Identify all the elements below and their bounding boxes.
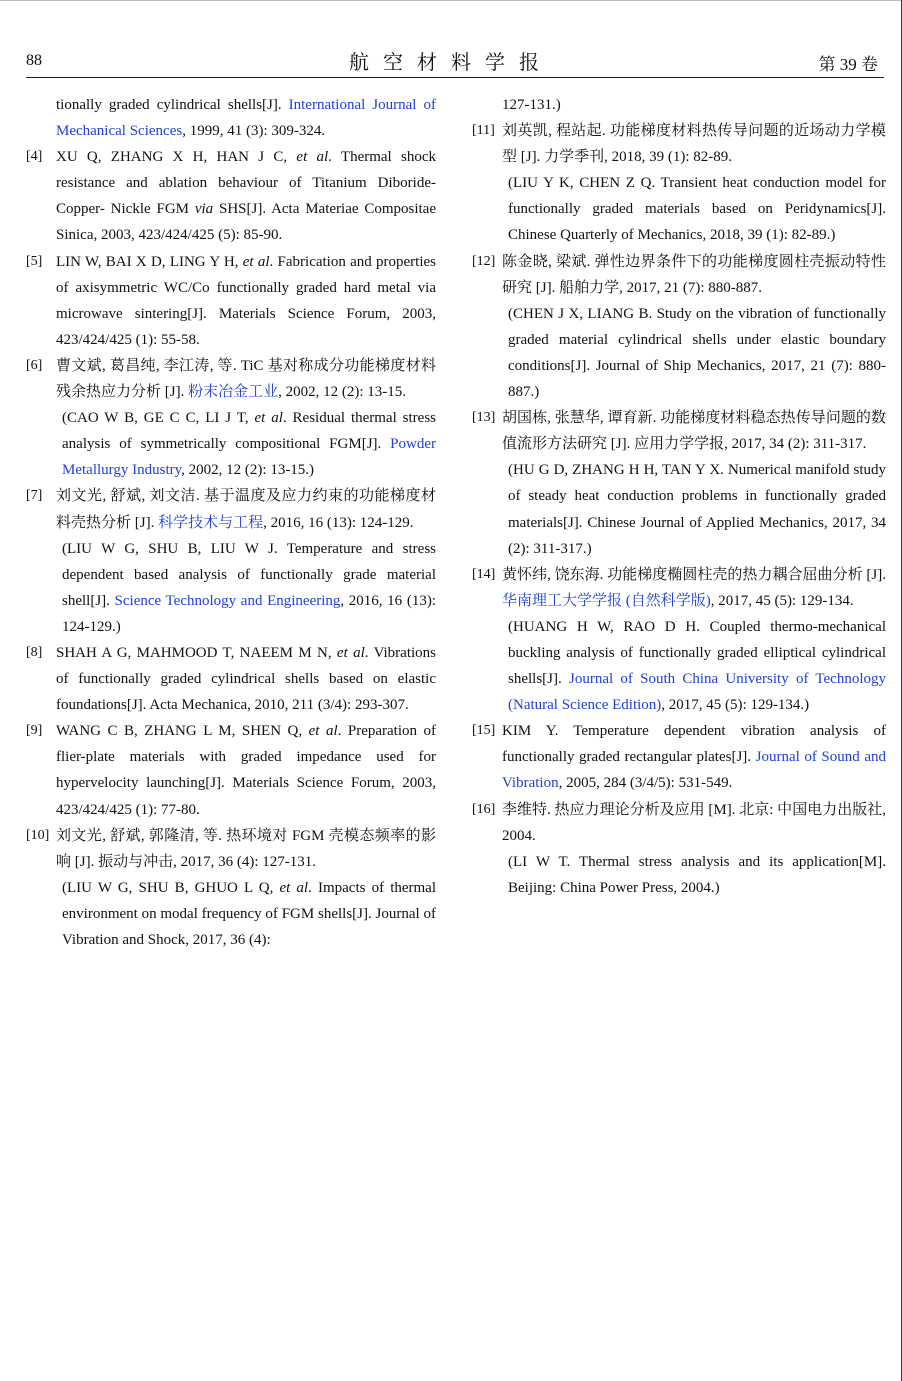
- reference-number: [15]: [472, 723, 496, 739]
- reference-4: [4] XU Q, ZHANG X H, HAN J C, et al. Thermal shock resistance and ablation behaviour of Titanium Diboride-Copper- Nickle FGM via SHS[J]. Acta Materiae Compositae Sinica, 2003, 423/424/425 (5): 85-90.: [26, 144, 436, 248]
- reference-15: [15] KIM Y. Temperature dependent vibration analysis of functionally graded rectangular plates[J]. Journal of Sound and Vibration, 2005, 284 (3/4/5): 531-549.: [472, 718, 886, 796]
- references-right-column: [472, 92, 886, 901]
- journal-link[interactable]: 华南理工大学学报 (自然科学版): [502, 592, 711, 609]
- reference-5: [5] LIN W, BAI X D, LING Y H, et al. Fabrication and properties of axisymmetric WC/Co functionally graded hard metal via microwave sintering[J]. Materials Science Forum, 2003, 423/424/425 (1): 55-58.: [26, 249, 436, 353]
- reference-continued: 127-131.): [502, 97, 561, 113]
- running-header: [0, 44, 902, 78]
- english-translation: (CHEN J X, LIANG B. Study on the vibration of functionally graded material cylindrical shells under elastic boundary conditions[J]. Journal of Ship Mechanics, 2017, 21 (7): 880-887.): [508, 305, 886, 401]
- page-top-line: [0, 0, 902, 1]
- english-translation: (LIU W G, SHU B, GHUO L Q, et al. Impacts of thermal environment on modal frequency of FGM shells[J]. Journal of Vibration and Shock, 2017, 36 (4):: [62, 879, 437, 948]
- reference-number: [12]: [472, 253, 496, 269]
- volume-label: 第 39 卷: [818, 55, 878, 74]
- reference-number: [10]: [26, 827, 50, 843]
- reference-number: [4]: [26, 149, 43, 165]
- reference-6: [6] 曹文斌, 葛昌纯, 李江涛, 等. TiC 基对称成分功能梯度材料残余热应力分析 [J]. 粉末冶金工业, 2002, 12 (2): 13-15. (CAO W B, GE C C, LI J T, et al. Residual thermal stress analysis of symmetrically compositional FGM[J]. Powder Metallurgy Industry, 2002, 12 (2): 13-15.): [26, 353, 436, 483]
- english-translation: (LIU Y K, CHEN Z Q. Transient heat conduction model for functionally graded materials based on Peridynamics[J]. Chinese Quarterly of Mechanics, 2018, 39 (1): 82-89.): [508, 175, 886, 244]
- reference-number: [8]: [26, 644, 43, 660]
- header-rule: [26, 77, 884, 78]
- reference-16: [16] 李维特. 热应力理论分析及应用 [M]. 北京: 中国电力出版社, 2004. (LI W T. Thermal stress analysis and its application[M]. Beijing: China Power Press, 2004.): [472, 797, 886, 901]
- journal-link[interactable]: Science Technology and Engineering: [114, 592, 341, 609]
- reference-number: [5]: [26, 253, 43, 269]
- reference-12: [12] 陈金晓, 梁斌. 弹性边界条件下的功能梯度圆柱壳振动特性研究 [J]. 船舶力学, 2017, 21 (7): 880-887. (CHEN J X, LIANG B. Study on the vibration of functionally graded material cylindrical shells under elastic boundary conditions[J]. Journal of Ship Mechanics, 2017, 21 (7): 880-887.): [472, 249, 886, 406]
- reference-number: [13]: [472, 410, 496, 426]
- reference-number: [14]: [472, 566, 496, 582]
- reference-9: [9] WANG C B, ZHANG L M, SHEN Q, et al. Preparation of flier-plate materials with graded impedance used for hypervelocity launching[J]. Materials Science Forum, 2003, 423/424/425 (1): 77-80.: [26, 718, 436, 822]
- english-translation: (LI W T. Thermal stress analysis and its application[M]. Beijing: China Power Press, 2004.): [508, 853, 886, 896]
- page-number: 88: [26, 52, 42, 69]
- reference-13: [13] 胡国栋, 张慧华, 谭育新. 功能梯度材料稳态热传导问题的数值流形方法研究 [J]. 应用力学学报, 2017, 34 (2): 311-317. (HU G D, ZHANG H H, TAN Y X. Numerical manifold study of steady heat conduction problems in functionally graded materials[J]. Chinese Journal of Applied Mechanics, 2017, 34 (2): 311-317.): [472, 405, 886, 562]
- reference-11: [11] 刘英凯, 程站起. 功能梯度材料热传导问题的近场动力学模型 [J]. 力学季刊, 2018, 39 (1): 82-89. (LIU Y K, CHEN Z Q. Transient heat conduction model for functionally graded materials based on Peridynamics[J]. Chinese Quarterly of Mechanics, 2018, 39 (1): 82-89.): [472, 118, 886, 248]
- journal-link[interactable]: International Journal of Mechanical Sciences: [56, 97, 436, 140]
- reference-continued: tionally graded cylindrical shells[J]. International Journal of Mechanical Sciences, 1999, 41 (3): 309-324.: [56, 97, 436, 140]
- english-translation: (CAO W B, GE C C, LI J T, et al. Residual thermal stress analysis of symmetrically compositional FGM[J]. Powder Metallurgy Industry, 2002, 12 (2): 13-15.): [62, 410, 436, 479]
- reference-7: [7] 刘文光, 舒斌, 刘文洁. 基于温度及应力约束的功能梯度材料壳热分析 [J]. 科学技术与工程, 2016, 16 (13): 124-129. (LIU W G, SHU B, LIU W J. Temperature and stress dependent based analysis of functionally grade material shell[J]. Science Technology and Engineering, 2016, 16 (13): 124-129.): [26, 483, 436, 640]
- reference-number: [9]: [26, 723, 43, 739]
- reference-number: [16]: [472, 801, 496, 817]
- reference-10: [10] 刘文光, 舒斌, 郭隆清, 等. 热环境对 FGM 壳模态频率的影响 [J]. 振动与冲击, 2017, 36 (4): 127-131. (LIU W G, SHU B, GHUO L Q, et al. Impacts of thermal environment on modal frequency of FGM shells[J]. Journal of Vibration and Shock, 2017, 36 (4):: [26, 823, 436, 953]
- journal-link[interactable]: Powder Metallurgy Industry: [62, 436, 436, 479]
- journal-link[interactable]: Journal of Sound and Vibration: [502, 749, 887, 792]
- reference-number: [6]: [26, 357, 43, 373]
- journal-title: 航空材料学报: [349, 52, 553, 74]
- english-translation: (HUANG H W, RAO D H. Coupled thermo-mechanical buckling analysis of functionally graded elliptical cylindrical shells[J]. Journal of South China University of Technology (Natural Science Edition), 2017, 45 (5): 129-134.): [508, 618, 887, 714]
- journal-link[interactable]: Journal of South China University of Technology (Natural Science Edition): [508, 671, 887, 714]
- reference-number: [7]: [26, 488, 43, 504]
- english-translation: (LIU W G, SHU B, LIU W J. Temperature and stress dependent based analysis of functionally grade material shell[J]. Science Technology and Engineering, 2016, 16 (13): 124-129.): [62, 540, 436, 635]
- english-translation: (HU G D, ZHANG H H, TAN Y X. Numerical manifold study of steady heat conduction problems in functionally graded materials[J]. Chinese Journal of Applied Mechanics, 2017, 34 (2): 311-317.): [508, 462, 886, 557]
- journal-link[interactable]: 粉末冶金工业: [188, 384, 279, 401]
- journal-link[interactable]: 科学技术与工程: [158, 514, 264, 531]
- reference-number: [11]: [472, 123, 495, 139]
- references-left-column: [26, 92, 436, 953]
- reference-8: [8] SHAH A G, MAHMOOD T, NAEEM M N, et al. Vibrations of functionally graded cylindrical shells based on elastic foundations[J]. Acta Mechanica, 2010, 211 (3/4): 293-307.: [26, 640, 436, 718]
- reference-14: [14] 黄怀纬, 饶东海. 功能梯度椭圆柱壳的热力耦合屈曲分析 [J]. 华南理工大学学报 (自然科学版), 2017, 45 (5): 129-134. (HUANG H W, RAO D H. Coupled thermo-mechanical buckling analysis of functionally graded elliptical cylindrical shells[J]. Journal of South China University of Technology (Natural Science Edition), 2017, 45 (5): 129-134.): [472, 562, 886, 719]
